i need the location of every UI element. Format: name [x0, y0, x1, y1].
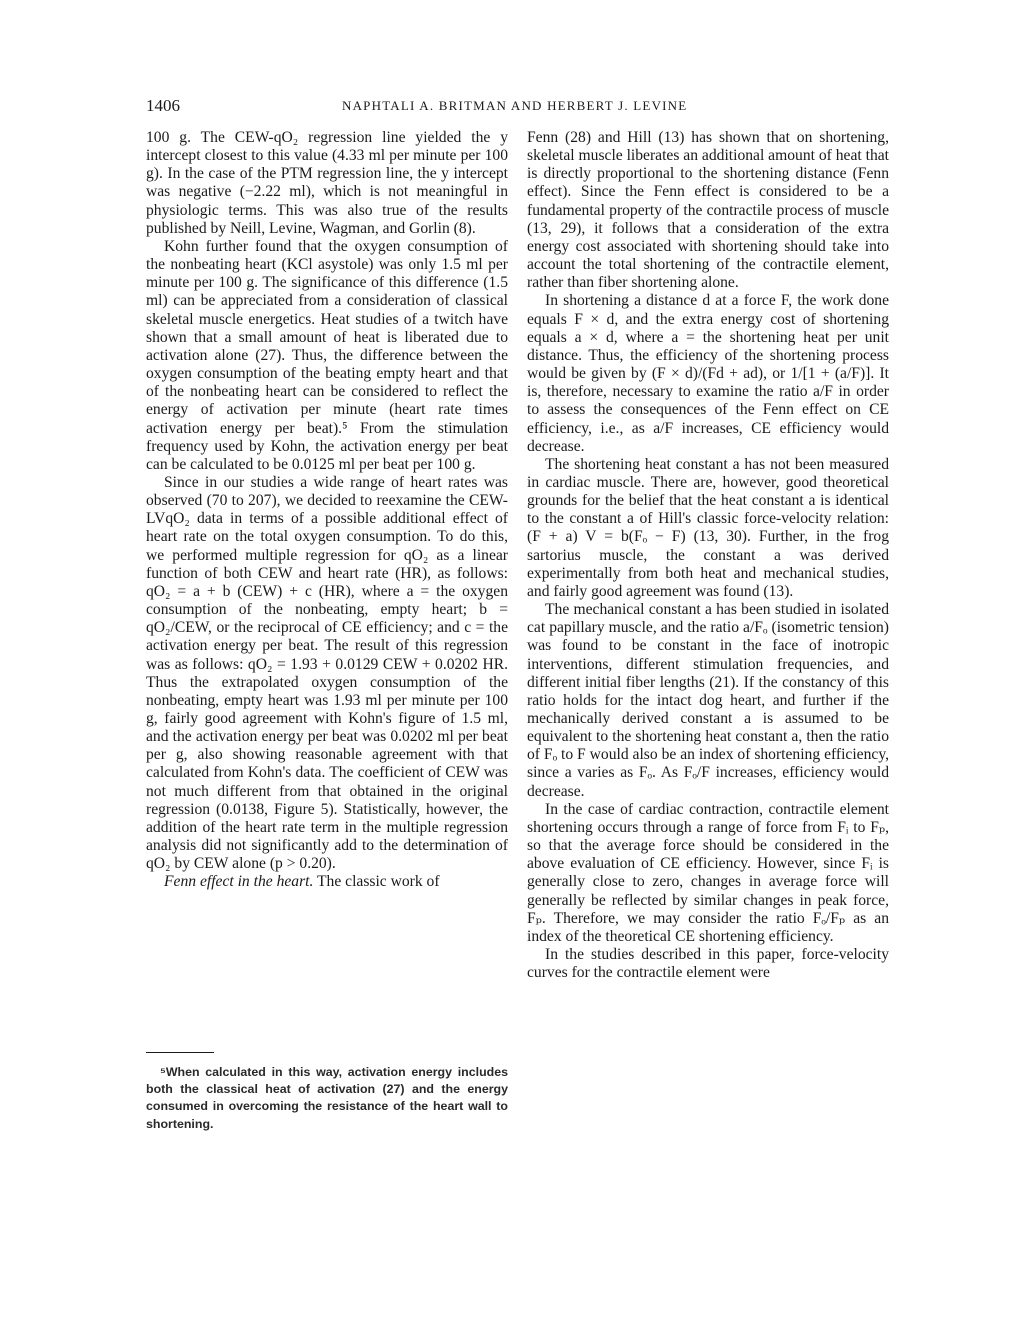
paragraph	[146, 873, 508, 891]
paragraph: 100 g. The CEW-qO₂ regression line yielded the y intercept closest to this value (4.33 ml per minute per 100 g). In the case of the PTM regression line, the y intercept was negative (−2.22 ml), which is not meaningful in physiologic terms. This was also true of the results published by Neill, Levine, Wagman, and Gorlin (8).	[146, 129, 508, 237]
paragraph: In shortening a distance d at a force F, the work done equals F × d, and the extra energy cost of shortening equals a × d, where a = the shortening heat per unit distance. Thus, the efficiency of the shortening process would be given by (F × d)/(Fd + ad), or 1/[1 + (a/F)]. It is, therefore, necessary to examine the ratio a/F in order to assess the consequences of the Fenn effect on CE efficiency, i.e., as a/F increases, CE efficiency would decrease.	[527, 292, 889, 455]
section-heading: Fenn effect in the heart.	[164, 873, 314, 891]
paragraph: Fenn (28) and Hill (13) has shown that on shortening, skeletal muscle liberates an additional amount of heat that is directly proportional to the shortening distance (Fenn effect). Since the Fenn effect is considered to be a fundamental property of the contractile process of muscle (13, 29), it follows that a consideration of the extra energy cost associated with shortening should take into account the total shortening of the contractile element, rather than fiber shortening alone.	[527, 129, 889, 292]
paragraph: Kohn further found that the oxygen consumption of the nonbeating heart (KCl asystole) was only 1.5 ml per minute per 100 g. The significance of this difference (1.5 ml) can be appreciated from a consideration of classical skeletal muscle energetics. Heat studies of a twitch have shown that a small amount of heat is liberated due to activation alone (27). Thus, the difference between the oxygen consumption of the beating empty heart and that of the nonbeating heart can be considered to reflect the energy of activation per minute (heart rate times activation energy per beat).⁵ From the stimulation frequency used by Kohn, the activation energy per beat can be calculated to be 0.0125 ml per beat per 100 g.	[146, 237, 508, 473]
running-head	[146, 96, 888, 120]
page-number: 1406	[146, 96, 180, 115]
paragraph-text: The classic work of	[313, 873, 440, 891]
left-column	[146, 129, 508, 892]
paragraph: The shortening heat constant a has not been measured in cardiac muscle. There are, however, good theoretical grounds for the belief that the heat constant a is identical to the constant a of Hill's classic force-velocity relation: (F + a) V = b(Fₒ − F) (13, 30). Further, in the frog sartorius muscle, the constant a was derived experimentally from both heat and mechanical studies, and fairly good agreement was found (13).	[527, 455, 889, 600]
paragraph: In the case of cardiac contraction, contractile element shortening occurs through a range of force from Fᵢ to Fₚ, so that the average force should be considered in the above evaluation of CE efficiency. However, since Fᵢ is generally close to zero, changes in average force will generally be reflected by similar changes in peak force, Fₚ. Therefore, we may consider the ratio Fₒ/Fₚ as an index of the theoretical CE shortening efficiency.	[527, 800, 889, 945]
header-authors: NAPHTALI A. BRITMAN AND HERBERT J. LEVINE	[342, 98, 688, 113]
paragraph: Since in our studies a wide range of heart rates was observed (70 to 207), we decided to reexamine the CEW-LVqO₂ data in terms of a possible additional effect of heart rate on the total oxygen consumption. To do this, we performed multiple regression for qO₂ as a linear function of both CEW and heart rate (HR), as follows: qO₂ = a + b (CEW) + c (HR), where a = the oxygen consumption of the nonbeating, empty heart; b = qO₂/CEW, or the reciprocal of CE efficiency; and c = the activation energy per beat. The result of this regression was as follows: qO₂ = 1.93 + 0.0129 CEW + 0.0202 HR. Thus the extrapolated oxygen consumption of the nonbeating, empty heart was 1.93 ml per minute per 100 g, fairly good agreement with Kohn's figure of 1.5 ml, and the activation energy per beat was 0.0202 ml per beat per g, also showing reasonable agreement with that calculated from Kohn's data. The coefficient of CEW was not much different from that obtained in the original regression (0.0138, Figure 5). Statistically, however, the addition of the heart rate term in the multiple regression analysis did not significantly add to the determination of qO₂ by CEW alone (p > 0.20).	[146, 473, 508, 873]
paragraph: The mechanical constant a has been studied in isolated cat papillary muscle, and the ratio a/Fₒ (isometric tension) was found to be constant in the face of inotropic interventions, different stimulation frequencies, and different initial fiber lengths (21). If the constancy of this ratio holds for the intact dog heart, and further if the mechanically derived constant a is assumed to be equivalent to the shortening heat constant a, then the ratio of Fₒ to F would also be an index of shortening efficiency, since a varies as Fₒ. As Fₒ/F increases, efficiency would decrease.	[527, 601, 889, 800]
footnote: ⁵When calculated in this way, activation energy includes both the classical heat of activation (27) and the energy consumed in overcoming the resistance of the heart wall to shortening.	[146, 1065, 508, 1131]
footnote-divider	[146, 1052, 214, 1053]
paragraph: In the studies described in this paper, force-velocity curves for the contractile element were	[527, 946, 889, 982]
right-column	[527, 129, 889, 982]
